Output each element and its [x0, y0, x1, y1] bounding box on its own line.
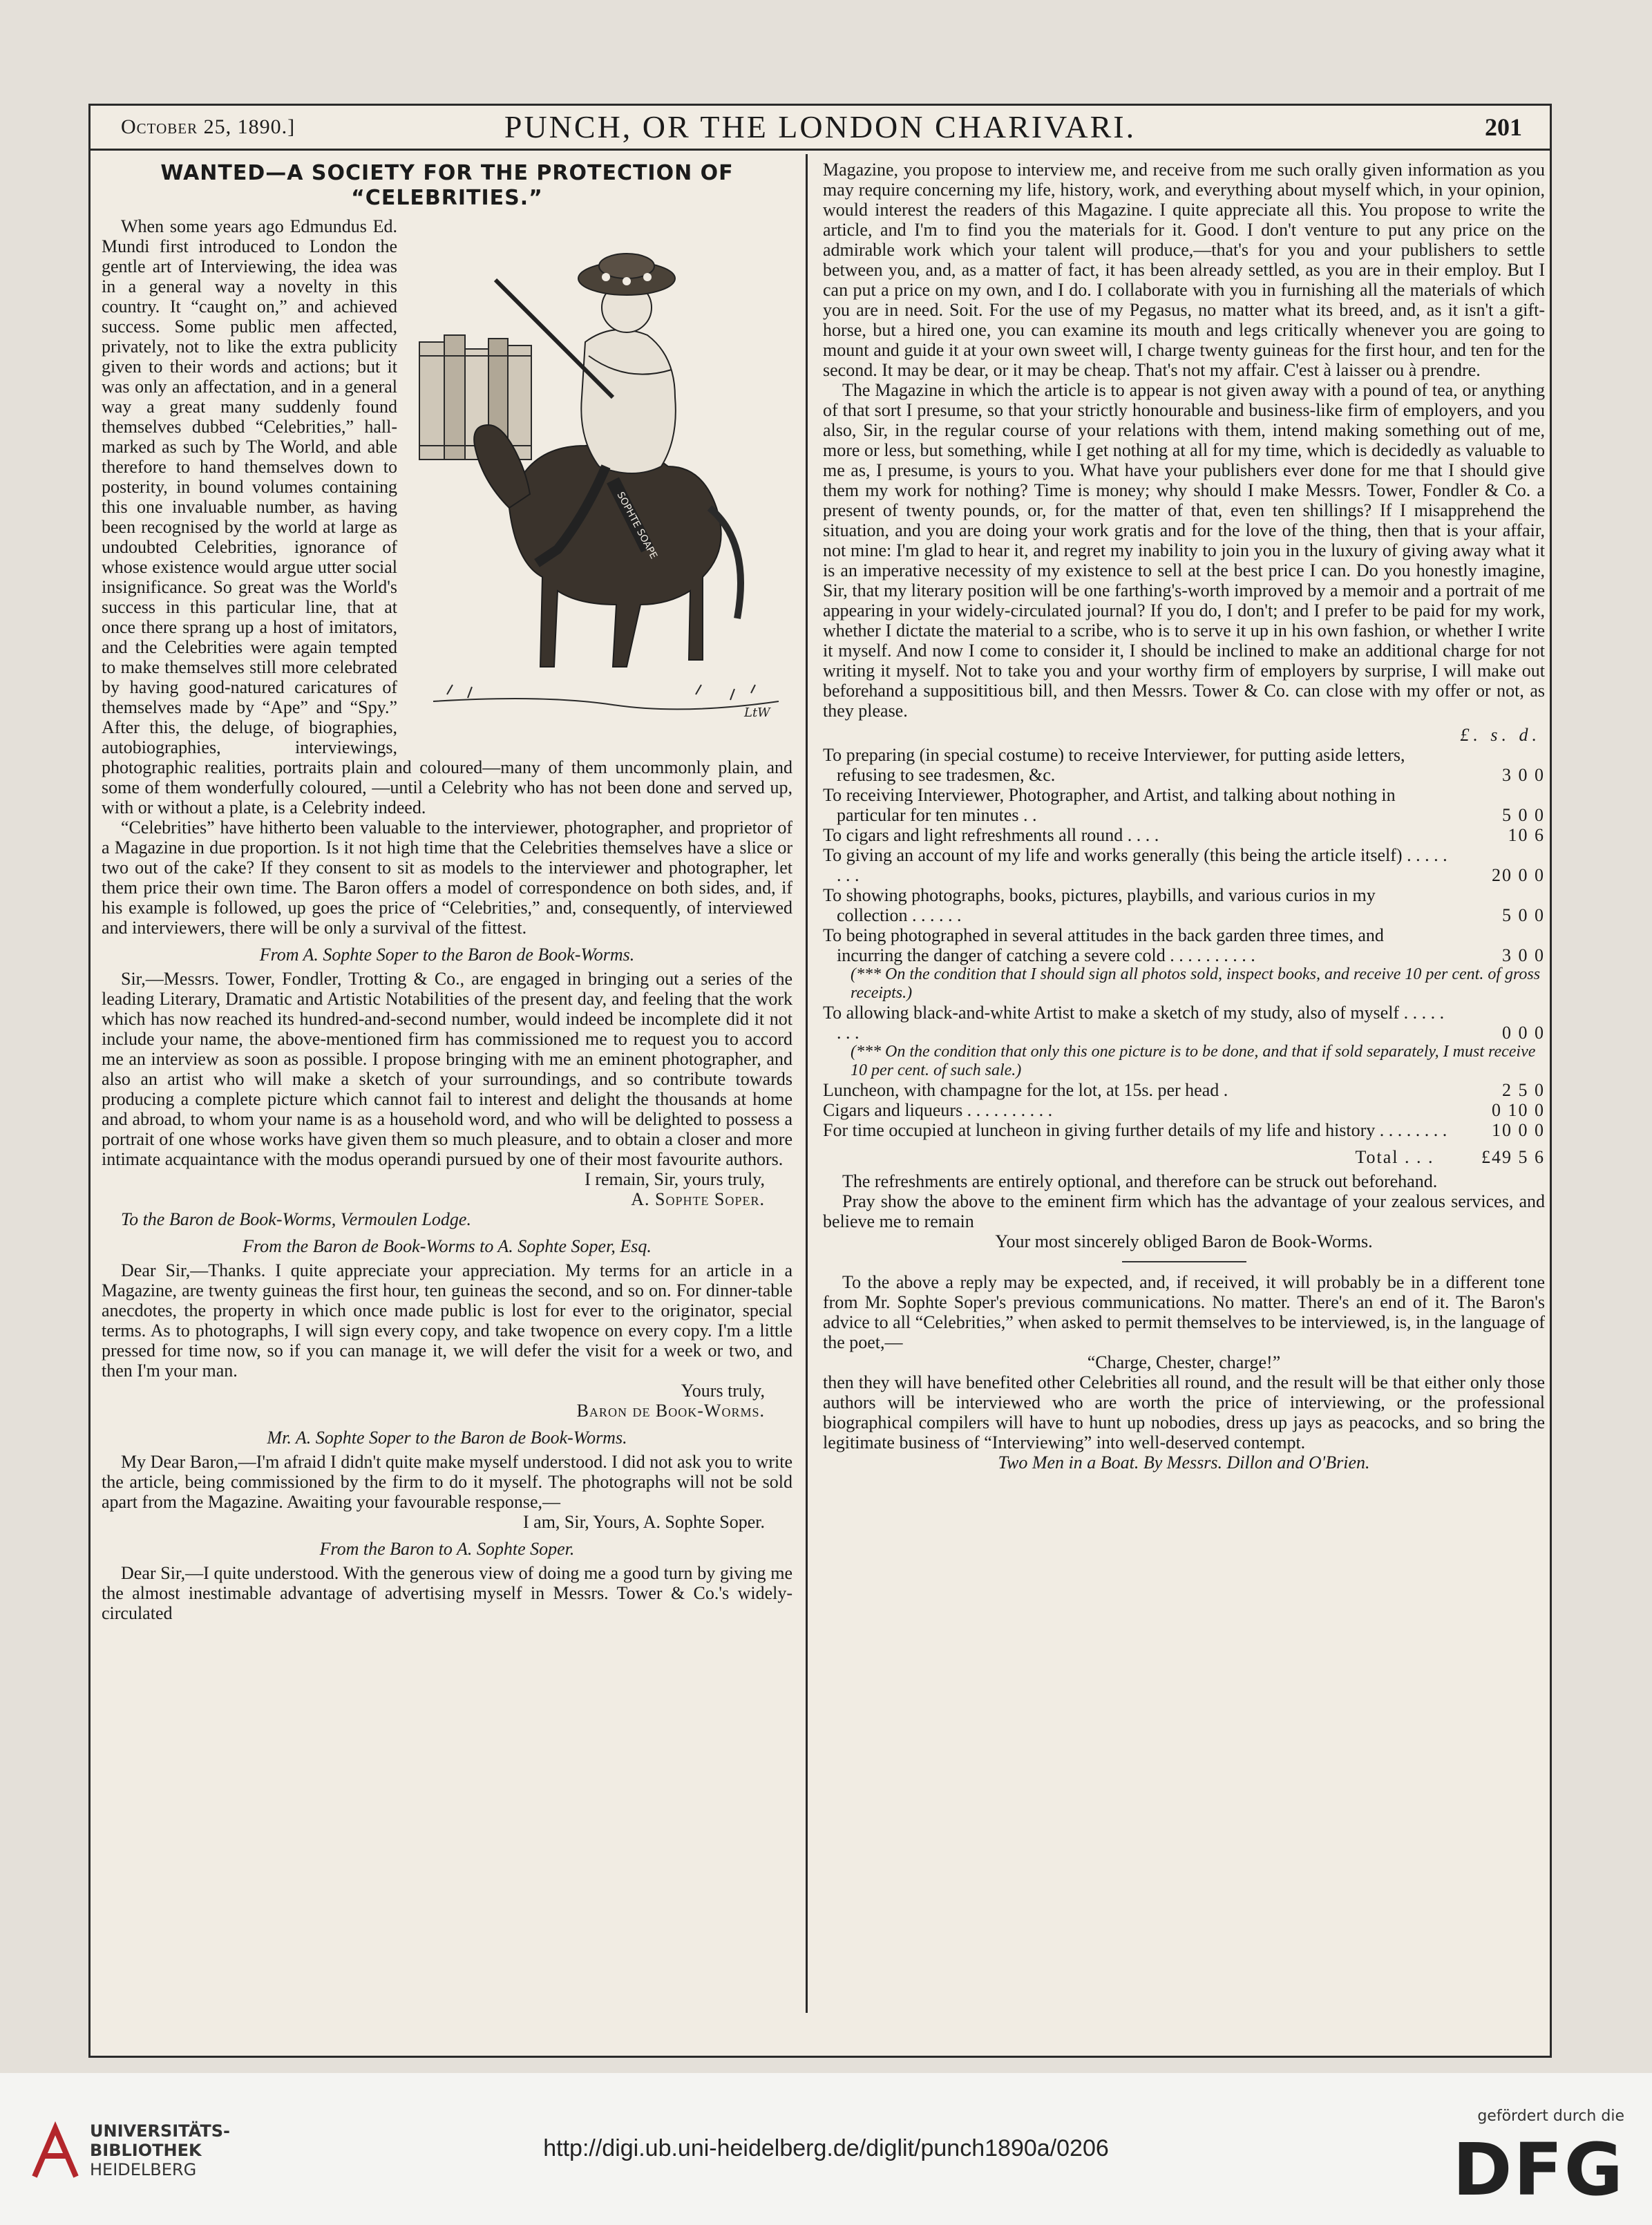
letter-heading: From the Baron to A. Sophte Soper. [319, 1539, 575, 1559]
library-name-line: HEIDELBERG [90, 2160, 197, 2179]
bill-item: To giving an account of my life and works generally (this being the article itself) . . . . . . . . [823, 845, 1447, 885]
bill-amount: 5 0 0 [1502, 905, 1545, 925]
page-number: 201 [1485, 113, 1522, 141]
bill-row [823, 1120, 1545, 1140]
bill-row [823, 1100, 1545, 1120]
bill-note: (*** On the condition that I should sign all photos sold, inspect books, and receive 10 per cent. of gross receipts.) [851, 965, 1541, 1002]
bill-row [823, 885, 1545, 925]
letter-closing: Yours truly, [681, 1381, 765, 1401]
section-rule [1122, 1261, 1246, 1262]
bill-amount: 3 0 0 [1502, 945, 1545, 965]
illustration-svg [406, 218, 792, 736]
bill-amount: 5 0 0 [1502, 805, 1545, 825]
column-divider [806, 154, 808, 2013]
bill-item: To preparing (in special costume) to receive Interviewer, for putting aside letters, refusing to see tradesmen, &c. [823, 745, 1405, 785]
paragraph: Dear Sir,—I quite understood. With the generous view of doing me a good turn by giving me the almost inestimable advantage of advertising myself in Messrs. Tower & Co.'s widely-circulated [102, 1563, 792, 1623]
bill-item: To receiving Interviewer, Photographer, and Artist, and talking about nothing in particular for ten minutes . . [823, 785, 1396, 825]
paragraph: My Dear Baron,—I'm afraid I didn't quite make myself understood. I did not ask you to write the article, being commissioned by the firm to do it myself. The photographs will not be sold apart from the Magazine. Awaiting your favourable response,— [102, 1452, 792, 1512]
bill-row [823, 825, 1545, 845]
letter-signature: Your most sincerely obliged Baron de Book-Worms. [995, 1231, 1373, 1251]
bill-amount: 0 10 0 [1492, 1100, 1545, 1120]
paragraph: Dear Sir,—Thanks. I quite appreciate your appreciation. My terms for an article in a Magazine, are twenty guineas the first hour, ten guineas the second, and so on. For dinner-table anecdotes, the property in which once made public is lost for ever to the originator, special terms. As to photographs, I will sign every copy, and take twopence on every copy. I'm a little pressed for time now, so if you can manage it, we will defer the visit for a week or two, and then I'm your man. [102, 1260, 792, 1381]
letter-closing: I remain, Sir, yours truly, [585, 1169, 765, 1189]
bill-row [823, 845, 1545, 885]
header-title: PUNCH, OR THE LONDON CHARIVARI. [504, 109, 1137, 144]
page-header [91, 106, 1550, 151]
illustration-signature: LtW [744, 706, 770, 720]
funding-caption: gefördert durch die [1477, 2108, 1624, 2125]
paragraph: The Magazine in which the article is to appear is not given away with a pound of tea, or anything of that sort I presume, so that your strictly honourable and business-like firm of employers, and you also, Sir, in the regular course of your relations with them, intend making something out of me, more or less, but something, while I get nothing at all for my time, which is decidedly as valuable to me as, I presume, is yours to you. What have your publishers ever done for me that I should give them my work for nothing? Time is money; why should I make Messrs. Tower, Fondler & Co. a present of twenty pounds, or, for the matter of that, even ten shillings? If I misapprehend the situation, and you are doing your work gratis and for the love of the thing, then that is your affair, not mine: I'm glad to hear it, and regret my inability to join you in the luxury of giving away what it is an imperative necessity of my existence to sell at the best price I can. Do you honestly imagine, Sir, that my literary position will be one farthing's-worth improved by a memoir and a portrait of me appearing in your widely-circulated journal? If you do, I don't; and I prefer to be paid for my work, whether I dictate the material to a scribe, who is to serve it up in his own fashion, or whether I write it myself. And now I come to consider it, I should be inclined to make an additional charge for not writing it myself. Not to take you and your worthy firm of employers by surprise, I will make out beforehand a supposititious bill, and then Messrs. Tower & Co. can close with my offer or not, as they please. [823, 380, 1545, 721]
bill-amount: 10 0 0 [1492, 1120, 1545, 1140]
bill-amount: 20 0 0 [1492, 865, 1545, 885]
library-name-line: BIBLIOTHEK [90, 2141, 202, 2160]
library-footer-bar [0, 2073, 1652, 2225]
bill-row [823, 745, 1545, 785]
bill-item: Luncheon, with champagne for the lot, at 15s. per head . [823, 1080, 1228, 1100]
bill-item: To showing photographs, books, pictures, playbills, and various curios in my collection . . . . . . [823, 885, 1376, 925]
header-date: October 25, 1890.] [121, 115, 296, 138]
paragraph: Magazine, you propose to interview me, and receive from me such orally given information as you may require concerning my life, history, work, and everything about myself which, in your opinion, would interest the readers of this Magazine. I quite appreciate all this. You propose to write the article, and I'm to find you the materials for it. Good. I don't venture to put any price on the admirable work which your talent will produce,—that's for you and your publishers to settle between you, and, as a matter of fact, it has been already settled, as you are in their employ. But I can put a price on my own, and I do. I collaborate with you in furnishing all the materials of which you are in need. Soit. For the use of my Pegasus, no matter what its breed, and, as it isn't a gift-horse, but a hired one, you can examine its mouth and legs critically whenever you are going to mount and guide it at your own sweet will, I charge twenty guineas for the first hour, and ten for the second. It may be dear, or it may be cheap. That's not my affair. C'est à laisser ou à prendre. [823, 160, 1545, 380]
bill-item: To being photographed in several attitudes in the back garden three times, and incurring the danger of catching a severe cold . . . . . . . . . . [823, 925, 1384, 965]
letter-address: To the Baron de Book-Worms, Vermoulen Lodge. [121, 1209, 471, 1229]
letter-signature: Baron de Book-Worms. [576, 1401, 765, 1421]
paragraph: To the above a reply may be expected, and, if received, it will probably be in a different tone from Mr. Sophte Soper's previous communications. No matter. There's an end of it. The Baron's advice to all “Celebrities,” when asked to permit themselves to be interviewed, is, in the language of the poet,— [823, 1272, 1545, 1352]
permalink-url[interactable]: http://digi.ub.uni-heidelberg.de/diglit/punch1890a/0206 [543, 2135, 1109, 2161]
bill-row [823, 1003, 1545, 1043]
bill-total-label: Total . . . [1355, 1147, 1434, 1167]
paragraph: When some years ago Edmundus Ed. Mundi first introduced to London the gentle art of Interviewing, the idea was in a general way a novelty in this country. It “caught on,” and achieved success. Some public men affected, privately, not to like the extra publicity given to their words and actions; but it was only an affectation, and in a general way a great many suddenly found themselves dubbed “Celebrities,” hall-marked as such by The World, and able therefore to hand themselves down to posterity, in bound volumes containing this one invaluable number, as having been recognised by the world at large as undoubted Celebrities, ignorance of whose existence would argue utter social insignificance. So great was the World's success in this particular line, that at once there sprang up a host of imitators, and the Celebrities were again tempted to make themselves still more celebrated by having good-natured caricatures of themselves made by “Ape” and “Spy.” After this, the deluge, of biographies, autobiographies, interviewings, photographic realities, portraits plain and coloured—many of them uncommonly plain, and some of them wonderfully coloured, —until a Celebrity who has not been done and served up, with or without a plate, is a Celebrity indeed. [102, 216, 792, 817]
library-name-line: UNIVERSITÄTS- [90, 2121, 231, 2141]
bill-note: (*** On the condition that only this one picture is to be done, and that if sold separately, I must receive 10 per cent. of such sale.) [851, 1043, 1536, 1079]
bill-item: To allowing black-and-white Artist to make a sketch of my study, also of myself . . . . . . . . [823, 1003, 1445, 1043]
bill-row [823, 785, 1545, 825]
poem-quote: “Charge, Chester, charge!” [1087, 1352, 1281, 1372]
letter-signature: A. Sophte Soper. [631, 1189, 765, 1209]
bill-table [823, 725, 1545, 1167]
letter-heading: From A. Sophte Soper to the Baron de Book-Worms. [259, 945, 635, 965]
bill-amount: 10 6 [1508, 825, 1545, 845]
bill-amount: 0 0 0 [1502, 1023, 1545, 1043]
letter-signature: I am, Sir, Yours, A. Sophte Soper. [523, 1512, 765, 1532]
paragraph: The refreshments are entirely optional, and therefore can be struck out beforehand. [842, 1171, 1438, 1191]
paragraph: Sir,—Messrs. Tower, Fondler, Trotting & Co., are engaged in bringing out a series of the leading Literary, Dramatic and Artistic Notabilities of the present day, and feeling that the work which has now reached its hundred-and-second number, would indeed be incomplete did it not include your name, the above-mentioned firm has commissioned me to request you to accord me an interview as soon as possible. I propose bringing with me an eminent photographer, and also an artist who will make a sketch of your surroundings, and so contribute towards producing a complete picture which cannot fail to interest and delight the thousands at home and abroad, to whom your name is as a household word, and who will be delighted to possess a portrait of one whose works have given them so much pleasure, and to obtain a closer and more intimate acquaintance with the modus operandi pursued by one of their most favourite authors. [102, 969, 792, 1169]
paragraph: Pray show the above to the eminent firm which has the advantage of your zealous services, and believe me to remain [823, 1191, 1545, 1231]
paragraph: “Celebrities” have hitherto been valuable to the interviewer, photographer, and proprietor of a Magazine in due proportion. Is it not high time that the Celebrities themselves have a slice or two out of the cake? If they consent to sit as models to the interviewer and photographer, let them price their own time. The Baron offers a model of correspondence on both sides, and, if his example is followed, up goes the price of “Celebrities,” and, consequently, of interviewed and interviewers, there will be only a survival of the fittest. [102, 817, 792, 938]
bill-total-amount: £49 5 6 [1481, 1147, 1545, 1167]
bill-item: Cigars and liqueurs . . . . . . . . . . [823, 1100, 1053, 1120]
bill-item: For time occupied at luncheon in giving further details of my life and history . . . . . . . . [823, 1120, 1447, 1140]
bill-currency-header: £. s. d. [1460, 725, 1541, 745]
illustration-rider-on-horse [406, 218, 792, 736]
letter-heading: Mr. A. Sophte Soper to the Baron de Book-Worms. [267, 1428, 627, 1448]
letter-heading: From the Baron de Book-Worms to A. Sophte Soper, Esq. [243, 1236, 652, 1256]
bill-rows [823, 745, 1545, 1140]
dfg-logo: DFG [1452, 2128, 1624, 2212]
article-headline: WANTED—A SOCIETY FOR THE PROTECTION OF “CELEBRITIES.” [160, 161, 734, 210]
bill-row [823, 1080, 1545, 1100]
book-notice: Two Men in a Boat. By Messrs. Dillon and O'Brien. [998, 1452, 1370, 1473]
bill-row [823, 925, 1545, 965]
paragraph: then they will have benefited other Celebrities all round, and the result will be that either only those authors will be interviewed who are worth the price of interviewing, or the professional biographical compilers will have to hunt up nobodies, dress up jays as peacocks, and so bring the legitimate business of “Interviewing” into well-deserved contempt. [823, 1372, 1545, 1452]
left-column [102, 160, 792, 2011]
bill-amount: 3 0 0 [1502, 765, 1545, 785]
bill-amount: 2 5 0 [1502, 1080, 1545, 1100]
illustration-caption: SOPHTE SOAPE [614, 490, 659, 561]
bill-item: To cigars and light refreshments all round . . . . [823, 825, 1159, 845]
right-column [823, 160, 1545, 2011]
newspaper-page [88, 104, 1552, 2058]
bill-total [823, 1147, 1545, 1167]
